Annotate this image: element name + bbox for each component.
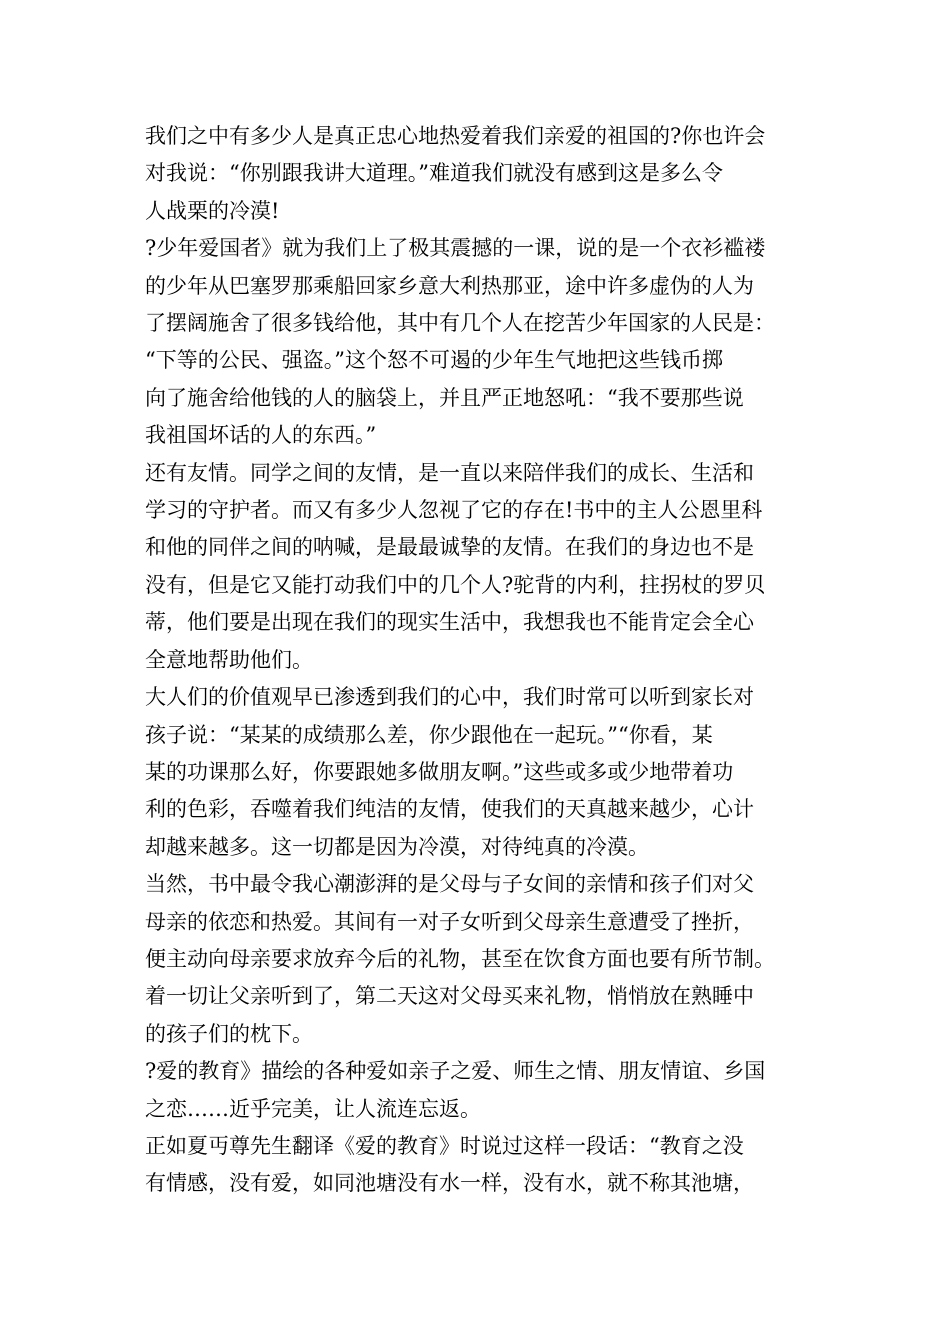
text-line: 人战栗的冷漠!: [145, 198, 280, 223]
text-line: ?少年爱国者》就为我们上了极其震撼的一课，说的是一个衣衫褴褛: [145, 236, 766, 261]
body-text: [145, 118, 825, 1203]
text-line: 母亲的依恋和热爱。其间有一对子女听到父母亲生意遭受了挫折，: [145, 909, 754, 934]
text-line: 某的功课那么好，你要跟她多做朋友啊。”这些或多或少地带着功: [145, 759, 734, 784]
text-line: 全意地帮助他们。: [145, 647, 313, 672]
text-line: 蒂，他们要是出现在我们的现实生活中，我想我也不能肯定会全心: [145, 610, 754, 635]
text-line: 正如夏丏尊先生翻译《爱的教育》时说过这样一段话：“教育之没: [145, 1133, 744, 1158]
text-line: 有情感，没有爱，如同池塘没有水一样，没有水，就不称其池塘，: [145, 1171, 754, 1196]
text-line: 了摆阔施舍了很多钱给他，其中有几个人在挖苦少年国家的人民是：: [145, 311, 775, 336]
text-line: ?爱的教育》描绘的各种爱如亲子之爱、师生之情、朋友情谊、乡国: [145, 1059, 766, 1084]
text-line: 和他的同伴之间的呐喊，是最最诚挚的友情。在我们的身边也不是: [145, 535, 754, 560]
text-line: 还有友情。同学之间的友情，是一直以来陪伴我们的成长、生活和: [145, 460, 754, 485]
text-line: 学习的守护者。而又有多少人忽视了它的存在!书中的主人公恩里科: [145, 498, 763, 523]
text-line: 的孩子们的枕下。: [145, 1021, 313, 1046]
text-line: 我们之中有多少人是真正忠心地热爱着我们亲爱的祖国的?你也许会: [145, 124, 766, 148]
text-line: “下等的公民、强盗。”这个怒不可遏的少年生气地把这些钱币掷: [145, 348, 723, 373]
text-line: 便主动向母亲要求放弃今后的礼物，甚至在饮食方面也要有所节制。: [145, 946, 775, 971]
text-line: 的少年从巴塞罗那乘船回家乡意大利热那亚，途中许多虚伪的人为: [145, 273, 754, 298]
text-line: 之恋……近乎完美，让人流连忘返。: [145, 1096, 481, 1121]
text-line: 却越来越多。这一切都是因为冷漠，对待纯真的冷漠。: [145, 834, 649, 859]
text-line: 孩子说：“某某的成绩那么差，你少跟他在一起玩。”“你看，某: [145, 722, 713, 747]
text-line: 大人们的价值观早已渗透到我们的心中，我们时常可以听到家长对: [145, 685, 754, 710]
text-line: 利的色彩，吞噬着我们纯洁的友情，使我们的天真越来越少，心计: [145, 797, 754, 822]
text-line: 没有，但是它又能打动我们中的几个人?驼背的内利，拄拐杖的罗贝: [145, 572, 766, 597]
text-line: 对我说：“你别跟我讲大道理。”难道我们就没有感到这是多么令: [145, 161, 723, 186]
text-line: 我祖国坏话的人的东西。”: [145, 423, 377, 448]
text-line: 着一切让父亲听到了，第二天这对父母买来礼物，悄悄放在熟睡中: [145, 984, 754, 1009]
text-line: 当然，书中最令我心潮澎湃的是父母与子女间的亲情和孩子们对父: [145, 872, 754, 897]
text-line: 向了施舍给他钱的人的脑袋上，并且严正地怒吼：“我不要那些说: [145, 385, 744, 410]
